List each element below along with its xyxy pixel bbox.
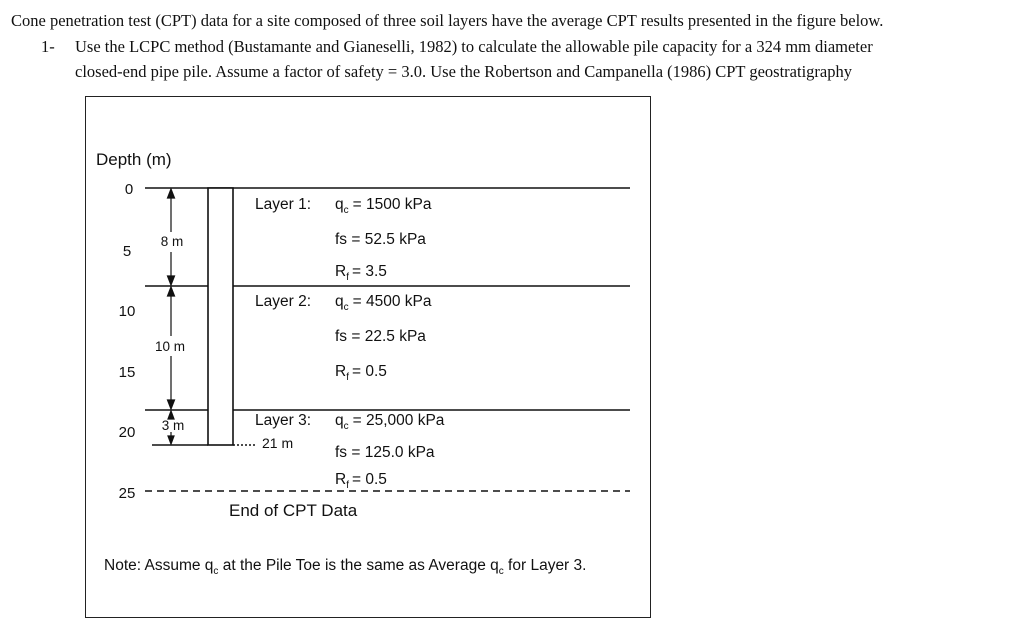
layer-1-name: Layer 1: bbox=[255, 196, 312, 213]
depth-tick-25: 25 bbox=[118, 485, 136, 502]
layer-2-rf: $R_f = 0.5$ bbox=[335, 363, 387, 383]
dim-10m-bottom-arrowhead bbox=[168, 400, 175, 409]
layer-3-rf: $R_f = 0.5$ bbox=[335, 471, 387, 491]
dim-3m-bottom-arrowhead bbox=[168, 436, 174, 444]
end-of-cpt-label: End of CPT Data bbox=[229, 501, 358, 520]
layer-3-qc: $q_c = 25,000$ kPa bbox=[335, 412, 445, 432]
depth-tick-15: 15 bbox=[118, 364, 136, 381]
depth-tick-5: 5 bbox=[122, 243, 132, 260]
layer-2-qc: $q_c = 4500$ kPa bbox=[335, 293, 432, 313]
item-number: 1- bbox=[41, 37, 55, 56]
thickness-label-layer-2: 10 m bbox=[154, 339, 186, 354]
dim-8m-top-arrowhead bbox=[168, 189, 175, 198]
depth-tick-20: 20 bbox=[118, 424, 136, 441]
depth-tick-10: 10 bbox=[118, 303, 136, 320]
item-text-line-2: closed-end pipe pile. Assume a factor of safety = 3.0. Use the Robertson and Campanella (1986) CPT geostratigraphy bbox=[75, 62, 852, 81]
figure-note: Note: Assume $q_c$ at the Pile Toe is the same as Average $q_c$ for Layer 3. bbox=[104, 557, 587, 577]
layer-1-qc: $q_c = 1500$ kPa bbox=[335, 196, 432, 216]
dim-10m-top-arrowhead bbox=[168, 287, 175, 296]
dim-8m-bottom-arrowhead bbox=[168, 276, 175, 285]
layer-2-fs: fs = 22.5 kPa bbox=[335, 328, 426, 345]
thickness-label-layer-3: 3 m bbox=[161, 418, 185, 433]
problem-intro: Cone penetration test (CPT) data for a site composed of three soil layers have the average CPT results presented in the figure below. bbox=[11, 11, 884, 30]
item-text-line-1: Use the LCPC method (Bustamante and Gianeselli, 1982) to calculate the allowable pile capacity for a 324 mm diameter bbox=[75, 37, 873, 56]
pile-tip-depth-label: 21 m bbox=[262, 435, 294, 451]
layer-3-fs: fs = 125.0 kPa bbox=[335, 444, 435, 461]
layer-1-fs: fs = 52.5 kPa bbox=[335, 231, 426, 248]
pile bbox=[208, 188, 233, 445]
depth-tick-0: 0 bbox=[124, 181, 134, 198]
layer-2-name: Layer 2: bbox=[255, 293, 312, 310]
thickness-label-layer-1: 8 m bbox=[160, 234, 184, 249]
layer-3-name: Layer 3: bbox=[255, 412, 312, 429]
layer-1-rf: $R_f = 3.5$ bbox=[335, 263, 387, 283]
depth-axis-label: Depth (m) bbox=[96, 150, 172, 169]
